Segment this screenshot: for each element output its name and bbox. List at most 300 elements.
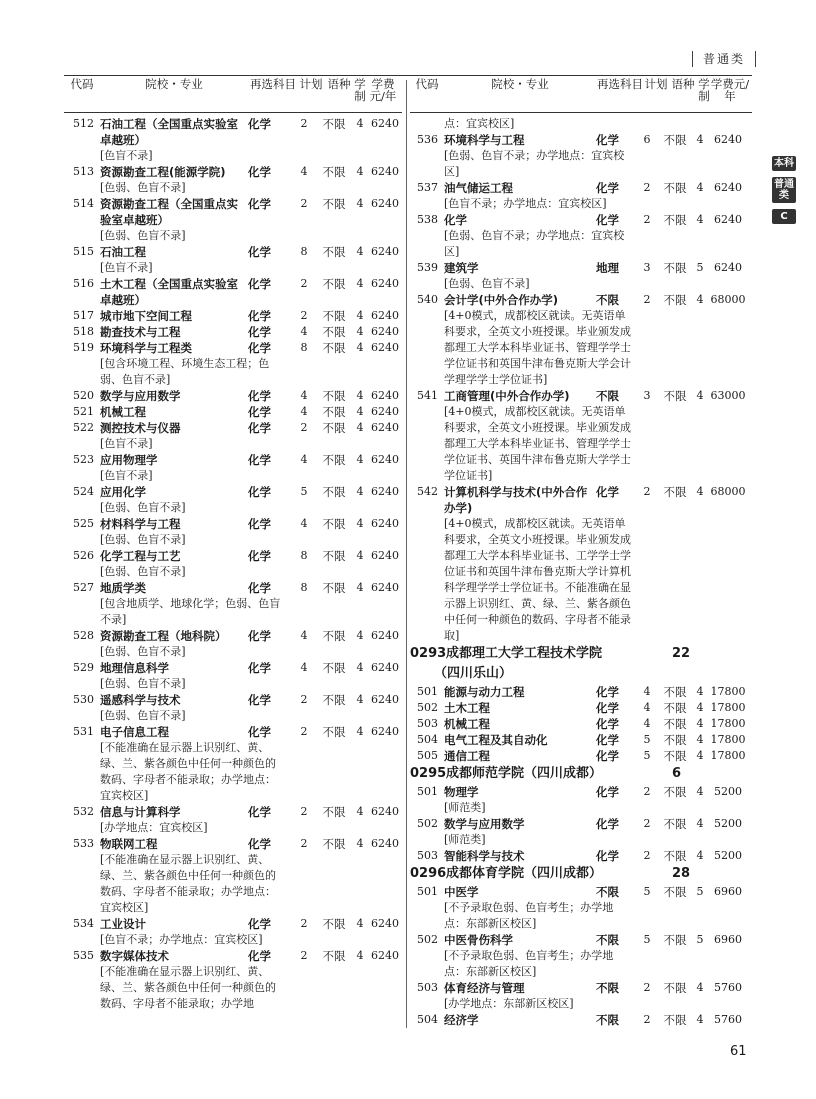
tuition-fee: 6240 — [371, 309, 399, 322]
plan-count: 2 — [643, 181, 651, 194]
major-note: [不予录取色弱、色盲考生；办学地点：东部新区校区] — [444, 901, 614, 930]
subject-requirement: 地理 — [596, 261, 619, 275]
header-fee: 学费元/年 — [710, 77, 750, 103]
table-row — [64, 516, 402, 532]
major-code: 537 — [417, 181, 438, 194]
major-name: 电子信息工程 — [100, 725, 169, 739]
major-name: 计算机科学与技术(中外合作办学) — [444, 485, 588, 515]
tuition-fee: 6240 — [371, 421, 399, 434]
major-code: 526 — [73, 549, 94, 562]
major-code: 517 — [73, 309, 94, 322]
subject-requirement: 化学 — [596, 817, 619, 831]
plan-count: 5 — [643, 749, 651, 762]
major-name: 石油工程（全国重点实验室卓越班） — [100, 117, 238, 147]
study-years: 4 — [356, 309, 364, 322]
plan-count: 5 — [643, 885, 651, 898]
tuition-fee: 6240 — [714, 133, 742, 146]
major-note: [师范类] — [444, 833, 486, 846]
language: 不限 — [663, 885, 687, 899]
language: 不限 — [663, 749, 687, 763]
subject-requirement: 化学 — [596, 785, 619, 799]
tuition-fee: 6240 — [371, 277, 399, 290]
major-code: 532 — [73, 805, 94, 818]
study-years: 4 — [356, 549, 364, 562]
tuition-fee: 6240 — [371, 389, 399, 402]
study-years: 4 — [356, 453, 364, 466]
tuition-fee: 5200 — [714, 849, 742, 862]
tuition-fee: 5200 — [714, 785, 742, 798]
study-years: 5 — [696, 885, 704, 898]
major-code: 515 — [73, 245, 94, 258]
school-code: 0295 — [410, 766, 447, 781]
major-name: 资源勘查工程（地科院） — [100, 629, 227, 643]
major-code: 519 — [73, 341, 94, 354]
major-code: 527 — [73, 581, 94, 594]
table-row — [410, 684, 752, 700]
language: 不限 — [663, 685, 687, 699]
language: 不限 — [663, 389, 687, 403]
language: 不限 — [663, 485, 687, 499]
major-name: 数学与应用数学 — [444, 817, 525, 831]
tuition-fee: 68000 — [710, 485, 746, 498]
study-years: 4 — [356, 165, 364, 178]
study-years: 5 — [696, 933, 704, 946]
major-note: [色弱、色盲不录] — [100, 229, 186, 242]
table-row — [410, 212, 752, 228]
subject-requirement: 化学 — [248, 389, 271, 403]
study-years: 4 — [696, 849, 704, 862]
major-name: 体育经济与管理 — [444, 981, 525, 995]
subject-requirement: 化学 — [248, 245, 271, 259]
table-row — [410, 132, 752, 148]
study-years: 4 — [696, 293, 704, 306]
school-location — [410, 664, 752, 684]
major-code: 525 — [73, 517, 94, 530]
table-row — [410, 1012, 752, 1028]
study-years: 4 — [356, 389, 364, 402]
tuition-fee: 6960 — [714, 933, 742, 946]
major-name: 环境科学与工程类 — [100, 341, 192, 355]
major-name: 应用化学 — [100, 485, 146, 499]
major-note: [色弱、色盲不录] — [100, 501, 186, 514]
plan-count: 2 — [300, 277, 308, 290]
tuition-fee: 6240 — [371, 453, 399, 466]
school-code: 0293 — [410, 646, 447, 661]
right-rows — [410, 113, 752, 1028]
tuition-fee: 68000 — [710, 293, 746, 306]
subject-requirement: 化学 — [248, 725, 271, 739]
subject-requirement: 化学 — [248, 485, 271, 499]
study-years: 4 — [696, 213, 704, 226]
major-note: [色弱、色盲不录] — [100, 709, 186, 722]
language: 不限 — [663, 261, 687, 275]
major-name: 物理学 — [444, 785, 479, 799]
table-row — [64, 836, 402, 852]
major-name: 经济学 — [444, 1013, 479, 1027]
table-row — [410, 932, 752, 948]
language: 不限 — [322, 117, 346, 131]
major-note: [色弱、色盲不录] — [100, 533, 186, 546]
language: 不限 — [322, 165, 346, 179]
major-code: 539 — [417, 261, 438, 274]
table-row — [64, 724, 402, 740]
subject-requirement: 化学 — [248, 309, 271, 323]
table-row — [410, 484, 752, 516]
major-name: 建筑学 — [444, 261, 479, 275]
table-row — [64, 308, 402, 324]
major-name: 测控技术与仪器 — [100, 421, 181, 435]
language: 不限 — [663, 817, 687, 831]
plan-count: 4 — [300, 165, 308, 178]
table-row — [410, 716, 752, 732]
major-name: 会计学(中外合作办学) — [444, 293, 559, 307]
continued-note: 点：宜宾校区] — [444, 117, 515, 130]
plan-count: 4 — [300, 629, 308, 642]
table-row — [64, 948, 402, 964]
study-years: 4 — [696, 981, 704, 994]
major-code: 540 — [417, 293, 438, 306]
tuition-fee: 6240 — [371, 581, 399, 594]
major-code: 502 — [417, 933, 438, 946]
right-column — [410, 78, 752, 1028]
language: 不限 — [322, 837, 346, 851]
plan-count: 4 — [300, 453, 308, 466]
language: 不限 — [322, 661, 346, 675]
tuition-fee: 6240 — [714, 261, 742, 274]
language: 不限 — [322, 453, 346, 467]
side-tab-category: 普通类 — [774, 179, 794, 201]
table-row — [64, 804, 402, 820]
study-years: 4 — [356, 197, 364, 210]
major-code: 531 — [73, 725, 94, 738]
table-header — [64, 78, 402, 113]
table-row — [410, 816, 752, 832]
tuition-fee: 6240 — [371, 629, 399, 642]
major-code: 533 — [73, 837, 94, 850]
table-row — [64, 196, 402, 228]
subject-requirement: 化学 — [248, 949, 271, 963]
tuition-fee: 6240 — [371, 837, 399, 850]
table-row — [64, 116, 402, 148]
study-years: 4 — [356, 325, 364, 338]
side-tab-letter: C — [772, 209, 796, 224]
school-name: 成都师范学院（四川成都） — [446, 766, 603, 781]
plan-count: 2 — [300, 837, 308, 850]
language: 不限 — [322, 389, 346, 403]
plan-count: 2 — [300, 309, 308, 322]
language: 不限 — [322, 341, 346, 355]
major-code: 535 — [73, 949, 94, 962]
major-note: [4+0模式，成都校区就读。无英语单科要求，全英文小班授课。毕业颁发成都理工大学本科毕业证书、工学学士学位证书和英国牛津布鲁克斯大学计算机科学理学学士学位证书。不能准确在显示器上识别红、黄、绿、兰、紫各颜色中任何一种颜色的数码、字母者不能录取] — [444, 517, 631, 642]
major-code: 501 — [417, 885, 438, 898]
category-label: 普通类 — [692, 51, 756, 67]
major-code: 528 — [73, 629, 94, 642]
major-name: 石油工程 — [100, 245, 146, 259]
major-note: [色盲不录] — [100, 149, 153, 162]
subject-requirement: 化学 — [596, 749, 619, 763]
plan-count: 2 — [643, 485, 651, 498]
plan-count: 2 — [643, 849, 651, 862]
study-years: 4 — [696, 785, 704, 798]
major-note: [不能准确在显示器上识别红、黄、绿、兰、紫各颜色中任何一种颜色的数码、字母者不能录取；办学地 — [100, 965, 276, 1010]
plan-count: 2 — [643, 981, 651, 994]
subject-requirement: 化学 — [248, 325, 271, 339]
major-note: [色弱、色盲不录] — [100, 181, 186, 194]
tuition-fee: 6240 — [371, 325, 399, 338]
subject-requirement: 不限 — [596, 885, 619, 899]
major-name: 智能科学与技术 — [444, 849, 525, 863]
plan-count: 5 — [643, 933, 651, 946]
header-lang: 语种 — [671, 77, 695, 91]
major-code: 521 — [73, 405, 94, 418]
subject-requirement: 化学 — [596, 849, 619, 863]
table-row — [410, 292, 752, 308]
tuition-fee: 6240 — [371, 197, 399, 210]
tuition-fee: 6240 — [371, 661, 399, 674]
header-name: 院校・专业 — [491, 77, 549, 91]
subject-requirement: 化学 — [596, 701, 619, 715]
table-row — [410, 884, 752, 900]
language: 不限 — [322, 725, 346, 739]
tuition-fee: 17800 — [710, 685, 746, 698]
major-note: [色盲不录；办学地点：宜宾校区] — [444, 197, 607, 210]
language: 不限 — [663, 701, 687, 715]
major-code: 502 — [417, 701, 438, 714]
major-note: [色弱、色盲不录] — [100, 677, 186, 690]
major-name: 物联网工程 — [100, 837, 158, 851]
study-years: 4 — [696, 181, 704, 194]
plan-count: 4 — [643, 685, 651, 698]
major-name: 数学与应用数学 — [100, 389, 181, 403]
plan-count: 8 — [300, 581, 308, 594]
school-location-text: （四川乐山） — [434, 666, 513, 681]
language: 不限 — [663, 933, 687, 947]
tuition-fee: 5760 — [714, 1013, 742, 1026]
major-name: 地质学类 — [100, 581, 146, 595]
school-total-plan: 22 — [672, 646, 691, 661]
major-code: 518 — [73, 325, 94, 338]
major-code: 504 — [417, 1013, 438, 1026]
study-years: 4 — [356, 485, 364, 498]
language: 不限 — [663, 213, 687, 227]
major-name: 遥感科学与技术 — [100, 693, 181, 707]
table-row — [64, 484, 402, 500]
plan-count: 4 — [300, 517, 308, 530]
major-note: [不予录取色弱、色盲考生；办学地点：东部新区校区] — [444, 949, 614, 978]
major-note: [4+0模式，成都校区就读。无英语单科要求，全英文小班授课。毕业颁发成都理工大学本科毕业证书、管理学学士学位证书和英国牛津布鲁克斯大学会计学理学学士学位证书] — [444, 309, 631, 386]
subject-requirement: 化学 — [248, 197, 271, 211]
table-row — [410, 748, 752, 764]
plan-count: 8 — [300, 341, 308, 354]
table-row — [64, 628, 402, 644]
study-years: 4 — [696, 717, 704, 730]
plan-count: 6 — [643, 133, 651, 146]
major-note: [色盲不录] — [100, 437, 153, 450]
major-name: 化学工程与工艺 — [100, 549, 181, 563]
major-code: 502 — [417, 817, 438, 830]
plan-count: 4 — [300, 661, 308, 674]
plan-count: 2 — [300, 917, 308, 930]
language: 不限 — [663, 785, 687, 799]
major-code: 504 — [417, 733, 438, 746]
study-years: 5 — [696, 261, 704, 274]
left-column — [64, 78, 402, 1012]
study-years: 4 — [356, 421, 364, 434]
school-total-plan: 28 — [672, 866, 691, 881]
subject-requirement: 不限 — [596, 981, 619, 995]
major-name: 中医学 — [444, 885, 479, 899]
study-years: 4 — [356, 949, 364, 962]
header-code: 代码 — [70, 77, 94, 91]
major-note: [色盲不录] — [100, 261, 153, 274]
header-plan: 计划 — [299, 77, 323, 91]
school-name: 成都理工大学工程技术学院 — [446, 646, 603, 661]
table-row — [410, 388, 752, 404]
plan-count: 4 — [643, 701, 651, 714]
plan-count: 2 — [300, 197, 308, 210]
language: 不限 — [663, 981, 687, 995]
subject-requirement: 化学 — [596, 733, 619, 747]
major-code: 503 — [417, 849, 438, 862]
study-years: 4 — [356, 917, 364, 930]
header-years: 学制 — [698, 77, 710, 103]
plan-count: 2 — [300, 805, 308, 818]
major-note: [4+0模式，成都校区就读。无英语单科要求，全英文小班授课。毕业颁发成都理工大学本科毕业证书、管理学学士学位证书、英国牛津布鲁克斯大学学士学位证书] — [444, 405, 631, 482]
language: 不限 — [663, 181, 687, 195]
major-code: 503 — [417, 717, 438, 730]
subject-requirement: 不限 — [596, 389, 619, 403]
header-subject: 再选科目 — [250, 77, 296, 91]
major-code: 513 — [73, 165, 94, 178]
language: 不限 — [663, 1013, 687, 1027]
language: 不限 — [322, 405, 346, 419]
tuition-fee: 63000 — [710, 389, 746, 402]
tuition-fee: 6240 — [371, 693, 399, 706]
table-row — [410, 260, 752, 276]
language: 不限 — [322, 917, 346, 931]
table-row — [410, 980, 752, 996]
major-note: [色弱、色盲不录；办学地点：宜宾校区] — [444, 149, 625, 178]
subject-requirement: 化学 — [248, 693, 271, 707]
header-rule — [64, 75, 752, 76]
major-code: 523 — [73, 453, 94, 466]
tuition-fee: 6240 — [371, 549, 399, 562]
language: 不限 — [663, 293, 687, 307]
table-row — [64, 916, 402, 932]
study-years: 4 — [356, 837, 364, 850]
table-row — [64, 548, 402, 564]
plan-count: 8 — [300, 549, 308, 562]
tuition-fee: 17800 — [710, 717, 746, 730]
plan-count: 4 — [300, 325, 308, 338]
table-row — [64, 404, 402, 420]
study-years: 4 — [696, 685, 704, 698]
major-code: 538 — [417, 213, 438, 226]
plan-count: 2 — [300, 117, 308, 130]
language: 不限 — [322, 325, 346, 339]
table-row — [64, 340, 402, 356]
major-note: [师范类] — [444, 801, 486, 814]
subject-requirement: 化学 — [596, 133, 619, 147]
plan-count: 3 — [643, 261, 651, 274]
major-name: 勘查技术与工程 — [100, 325, 181, 339]
subject-requirement: 不限 — [596, 933, 619, 947]
tuition-fee: 6240 — [371, 725, 399, 738]
major-code: 541 — [417, 389, 438, 402]
subject-requirement: 化学 — [248, 805, 271, 819]
language: 不限 — [322, 277, 346, 291]
language: 不限 — [663, 717, 687, 731]
school-total-plan: 6 — [672, 766, 682, 781]
major-name: 数字媒体技术 — [100, 949, 169, 963]
major-note: [色盲不录；办学地点：宜宾校区] — [100, 933, 263, 946]
subject-requirement: 化学 — [596, 213, 619, 227]
tuition-fee: 6240 — [371, 117, 399, 130]
study-years: 4 — [356, 117, 364, 130]
study-years: 4 — [356, 661, 364, 674]
major-name: 城市地下空间工程 — [100, 309, 192, 323]
major-name: 材料科学与工程 — [100, 517, 181, 531]
subject-requirement: 化学 — [248, 581, 271, 595]
subject-requirement: 化学 — [248, 837, 271, 851]
subject-requirement: 不限 — [596, 293, 619, 307]
header-plan: 计划 — [644, 77, 668, 91]
language: 不限 — [322, 309, 346, 323]
table-row — [64, 388, 402, 404]
plan-count: 4 — [300, 405, 308, 418]
study-years: 4 — [356, 341, 364, 354]
major-code: 514 — [73, 197, 94, 210]
tuition-fee: 6240 — [371, 245, 399, 258]
table-row — [64, 660, 402, 676]
major-name: 资源勘查工程（全国重点实验室卓越班） — [100, 197, 238, 227]
table-row — [64, 580, 402, 596]
major-name: 化学 — [444, 213, 467, 227]
major-code: 534 — [73, 917, 94, 930]
language: 不限 — [322, 581, 346, 595]
header-code: 代码 — [415, 77, 439, 91]
study-years: 4 — [696, 133, 704, 146]
table-row — [410, 180, 752, 196]
major-name: 中医骨伤科学 — [444, 933, 513, 947]
language: 不限 — [322, 693, 346, 707]
table-row — [64, 420, 402, 436]
table-header — [410, 78, 752, 113]
major-name: 机械工程 — [100, 405, 146, 419]
header-lang: 语种 — [327, 77, 351, 91]
major-name: 环境科学与工程 — [444, 133, 525, 147]
major-code: 536 — [417, 133, 438, 146]
major-code: 529 — [73, 661, 94, 674]
major-name: 地理信息科学 — [100, 661, 169, 675]
subject-requirement: 化学 — [248, 165, 271, 179]
major-code: 516 — [73, 277, 94, 290]
tuition-fee: 6240 — [371, 805, 399, 818]
major-note: [色弱、色盲不录；办学地点：宜宾校区] — [444, 229, 625, 258]
language: 不限 — [322, 629, 346, 643]
table-row — [410, 732, 752, 748]
plan-count: 2 — [643, 817, 651, 830]
language: 不限 — [322, 517, 346, 531]
subject-requirement: 化学 — [248, 421, 271, 435]
header-fee: 学费元/年 — [369, 77, 397, 103]
side-tabs — [772, 156, 796, 230]
language: 不限 — [322, 949, 346, 963]
major-code: 512 — [73, 117, 94, 130]
study-years: 4 — [696, 733, 704, 746]
study-years: 4 — [356, 245, 364, 258]
tuition-fee: 6240 — [371, 341, 399, 354]
